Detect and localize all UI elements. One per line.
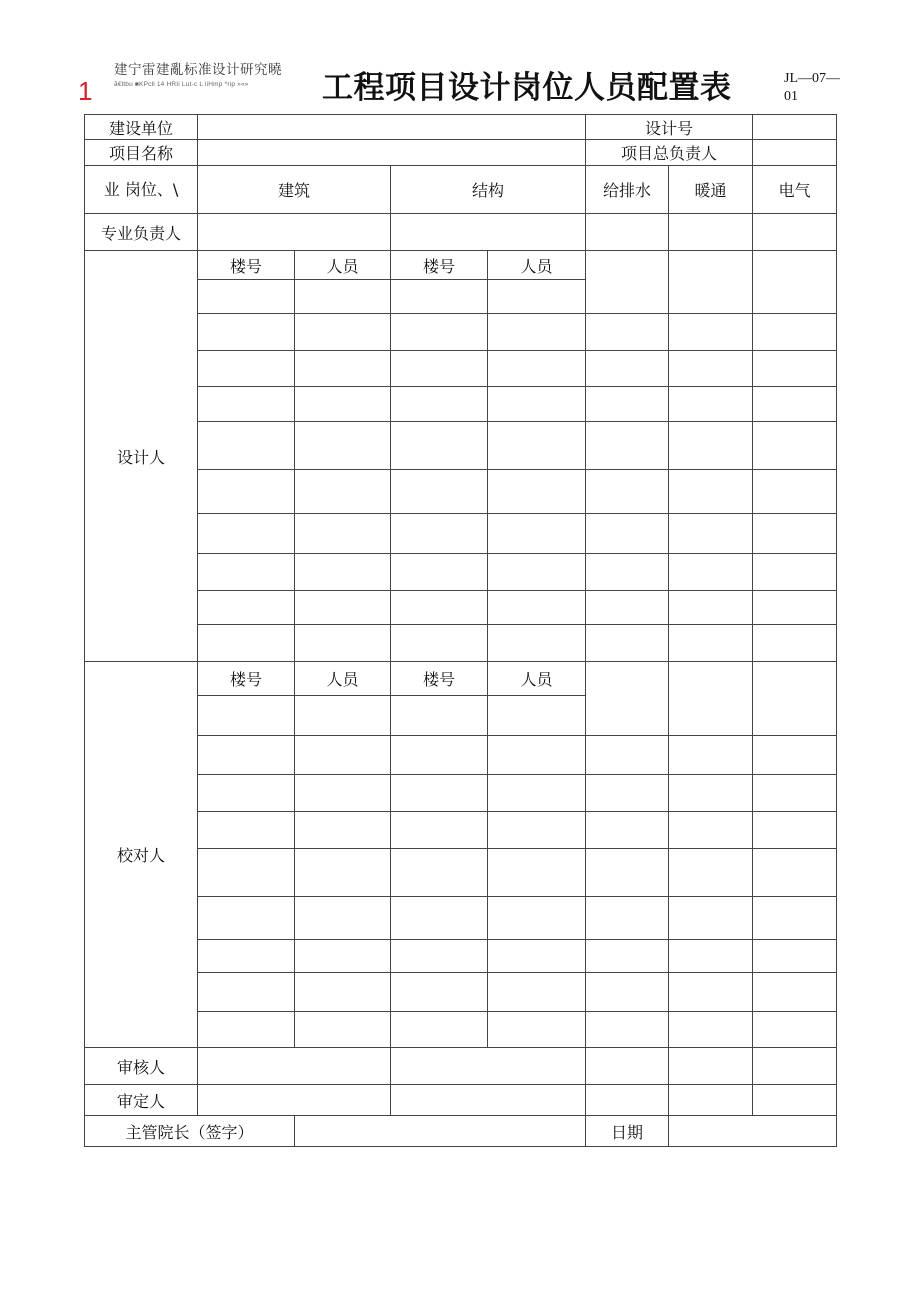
table-cell[interactable] xyxy=(198,897,295,940)
approver-architecture-value[interactable] xyxy=(198,1085,391,1116)
table-cell[interactable] xyxy=(586,591,669,625)
table-cell[interactable] xyxy=(586,470,669,514)
table-cell[interactable] xyxy=(488,280,586,314)
designer-building-no-header: 楼号 xyxy=(391,251,488,280)
position-header: 业 岗位、\ xyxy=(85,166,198,214)
build-unit-value[interactable] xyxy=(198,115,586,140)
reviewer-plumbing-value[interactable] xyxy=(586,1048,669,1085)
table-cell[interactable] xyxy=(753,387,837,422)
table-cell[interactable] xyxy=(669,897,753,940)
discipline-architecture: 建筑 xyxy=(198,166,391,214)
table-cell[interactable] xyxy=(295,351,391,387)
table-cell[interactable] xyxy=(669,387,753,422)
table-cell[interactable] xyxy=(391,625,488,662)
approver-hvac-value[interactable] xyxy=(669,1085,753,1116)
table-cell[interactable] xyxy=(669,973,753,1012)
table-cell[interactable] xyxy=(198,470,295,514)
table-cell[interactable] xyxy=(586,940,669,973)
table-cell[interactable] xyxy=(753,849,837,897)
table-cell[interactable] xyxy=(753,812,837,849)
design-no-label: 设计号 xyxy=(586,115,753,140)
table-cell[interactable] xyxy=(488,470,586,514)
checker-personnel-header: 人员 xyxy=(295,662,391,696)
table-cell[interactable] xyxy=(753,314,837,351)
table-cell[interactable] xyxy=(753,351,837,387)
project-name-label: 项目名称 xyxy=(85,140,198,166)
table-cell[interactable] xyxy=(391,387,488,422)
table-cell[interactable] xyxy=(753,591,837,625)
approver-electrical-value[interactable] xyxy=(753,1085,837,1116)
table-cell[interactable] xyxy=(669,775,753,812)
table-cell[interactable] xyxy=(295,812,391,849)
table-cell[interactable] xyxy=(391,514,488,554)
table-cell[interactable] xyxy=(391,775,488,812)
reviewer-hvac-value[interactable] xyxy=(669,1048,753,1085)
table-cell[interactable] xyxy=(586,514,669,554)
page-number: 1 xyxy=(78,76,93,106)
designer-electrical-cell[interactable] xyxy=(753,251,837,314)
table-cell[interactable] xyxy=(198,591,295,625)
designer-personnel-header: 人员 xyxy=(488,251,586,280)
table-cell[interactable] xyxy=(295,1012,391,1048)
table-cell[interactable] xyxy=(586,554,669,591)
table-cell[interactable] xyxy=(391,1012,488,1048)
table-cell[interactable] xyxy=(586,849,669,897)
table-cell[interactable] xyxy=(295,775,391,812)
table-cell[interactable] xyxy=(391,351,488,387)
reviewer-label: 审核人 xyxy=(85,1048,198,1085)
table-cell[interactable] xyxy=(198,775,295,812)
approver-label: 审定人 xyxy=(85,1085,198,1116)
designer-plumbing-cell[interactable] xyxy=(586,251,669,314)
table-cell[interactable] xyxy=(753,625,837,662)
table-cell[interactable] xyxy=(295,387,391,422)
table-cell[interactable] xyxy=(669,849,753,897)
table-cell[interactable] xyxy=(586,351,669,387)
table-cell[interactable] xyxy=(488,696,586,736)
project-lead-label: 项目总负责人 xyxy=(586,140,753,166)
table-cell[interactable] xyxy=(295,280,391,314)
designer-label: 设计人 xyxy=(85,251,198,662)
table-cell[interactable] xyxy=(488,625,586,662)
date-label: 日期 xyxy=(586,1116,669,1147)
table-cell[interactable] xyxy=(753,514,837,554)
org-name: 建宁雷建亂标准设计研究曉 xyxy=(114,62,282,78)
table-cell[interactable] xyxy=(669,351,753,387)
table-cell[interactable] xyxy=(198,812,295,849)
table-cell[interactable] xyxy=(391,422,488,470)
table-cell[interactable] xyxy=(488,591,586,625)
table-cell[interactable] xyxy=(488,422,586,470)
lead-plumbing-value[interactable] xyxy=(586,214,669,251)
project-lead-value[interactable] xyxy=(753,140,837,166)
table-cell[interactable] xyxy=(753,470,837,514)
table-cell[interactable] xyxy=(198,554,295,591)
lead-electrical-value[interactable] xyxy=(753,214,837,251)
table-cell[interactable] xyxy=(586,973,669,1012)
table-cell[interactable] xyxy=(198,696,295,736)
table-cell[interactable] xyxy=(586,422,669,470)
table-cell[interactable] xyxy=(198,849,295,897)
discipline-structure: 结构 xyxy=(391,166,586,214)
table-cell[interactable] xyxy=(669,314,753,351)
table-cell[interactable] xyxy=(586,1012,669,1048)
table-cell[interactable] xyxy=(586,736,669,775)
table-cell[interactable] xyxy=(488,940,586,973)
designer-personnel-header: 人员 xyxy=(295,251,391,280)
table-cell[interactable] xyxy=(753,775,837,812)
reviewer-structure-value[interactable] xyxy=(391,1048,586,1085)
table-cell[interactable] xyxy=(753,1012,837,1048)
table-cell[interactable] xyxy=(198,736,295,775)
checker-electrical-cell[interactable] xyxy=(753,662,837,736)
discipline-plumbing: 给排水 xyxy=(586,166,669,214)
dean-signature-label: 主管院长（签字） xyxy=(85,1116,295,1147)
build-unit-label: 建设单位 xyxy=(85,115,198,140)
checker-building-no-header: 楼号 xyxy=(391,662,488,696)
discipline-electrical: 电气 xyxy=(753,166,837,214)
table-cell[interactable] xyxy=(295,897,391,940)
table-cell[interactable] xyxy=(753,940,837,973)
discipline-lead-label: 专业负责人 xyxy=(85,214,198,251)
table-cell[interactable] xyxy=(391,696,488,736)
dean-signature-value[interactable] xyxy=(295,1116,586,1147)
table-cell[interactable] xyxy=(391,280,488,314)
table-cell[interactable] xyxy=(669,625,753,662)
table-cell[interactable] xyxy=(586,314,669,351)
table-cell[interactable] xyxy=(391,554,488,591)
table-cell[interactable] xyxy=(295,940,391,973)
lead-structure-value[interactable] xyxy=(391,214,586,251)
table-cell[interactable] xyxy=(753,422,837,470)
approver-structure-value[interactable] xyxy=(391,1085,586,1116)
table-cell[interactable] xyxy=(669,514,753,554)
table-cell[interactable] xyxy=(391,849,488,897)
table-cell[interactable] xyxy=(488,812,586,849)
table-cell[interactable] xyxy=(198,514,295,554)
table-cell[interactable] xyxy=(295,314,391,351)
table-cell[interactable] xyxy=(753,897,837,940)
table-cell[interactable] xyxy=(586,775,669,812)
table-cell[interactable] xyxy=(488,314,586,351)
org-subtitle: ã€ltbu ■KPcll 14 HRIi Lut-c L liHmp *rip »«» xyxy=(114,81,249,88)
table-cell[interactable] xyxy=(295,470,391,514)
table-cell[interactable] xyxy=(295,591,391,625)
table-cell[interactable] xyxy=(295,514,391,554)
reviewer-electrical-value[interactable] xyxy=(753,1048,837,1085)
table-cell[interactable] xyxy=(391,591,488,625)
staffing-table xyxy=(84,114,837,1147)
checker-hvac-cell[interactable] xyxy=(669,662,753,736)
table-cell[interactable] xyxy=(295,554,391,591)
form-code: JL—07—01 xyxy=(784,71,840,104)
checker-personnel-header: 人员 xyxy=(488,662,586,696)
checker-label: 校对人 xyxy=(85,662,198,1048)
table-cell[interactable] xyxy=(198,280,295,314)
table-cell[interactable] xyxy=(295,736,391,775)
table-cell[interactable] xyxy=(198,422,295,470)
table-cell[interactable] xyxy=(753,736,837,775)
table-cell[interactable] xyxy=(391,812,488,849)
lead-hvac-value[interactable] xyxy=(669,214,753,251)
project-name-value[interactable] xyxy=(198,140,586,166)
org-logo xyxy=(114,58,282,88)
designer-hvac-cell[interactable] xyxy=(669,251,753,314)
table-cell[interactable] xyxy=(391,314,488,351)
table-cell[interactable] xyxy=(586,625,669,662)
table-cell[interactable] xyxy=(586,897,669,940)
table-cell[interactable] xyxy=(488,775,586,812)
reviewer-architecture-value[interactable] xyxy=(198,1048,391,1085)
table-cell[interactable] xyxy=(295,696,391,736)
table-cell[interactable] xyxy=(488,897,586,940)
table-cell[interactable] xyxy=(488,849,586,897)
table-cell[interactable] xyxy=(586,812,669,849)
table-cell[interactable] xyxy=(198,973,295,1012)
table-cell[interactable] xyxy=(295,625,391,662)
table-cell[interactable] xyxy=(295,422,391,470)
table-cell[interactable] xyxy=(295,973,391,1012)
table-cell[interactable] xyxy=(488,736,586,775)
checker-building-no-header: 楼号 xyxy=(198,662,295,696)
table-cell[interactable] xyxy=(198,387,295,422)
table-cell[interactable] xyxy=(753,554,837,591)
lead-architecture-value[interactable] xyxy=(198,214,391,251)
table-cell[interactable] xyxy=(669,940,753,973)
table-cell[interactable] xyxy=(669,554,753,591)
table-cell[interactable] xyxy=(391,897,488,940)
table-cell[interactable] xyxy=(198,625,295,662)
discipline-hvac: 暖通 xyxy=(669,166,753,214)
table-cell[interactable] xyxy=(669,591,753,625)
table-cell[interactable] xyxy=(488,1012,586,1048)
table-cell[interactable] xyxy=(391,973,488,1012)
checker-plumbing-cell[interactable] xyxy=(586,662,669,736)
table-cell[interactable] xyxy=(391,470,488,514)
table-cell[interactable] xyxy=(669,422,753,470)
table-cell[interactable] xyxy=(295,849,391,897)
table-cell[interactable] xyxy=(198,314,295,351)
table-cell[interactable] xyxy=(586,387,669,422)
table-cell[interactable] xyxy=(488,387,586,422)
approver-plumbing-value[interactable] xyxy=(586,1085,669,1116)
table-cell[interactable] xyxy=(391,940,488,973)
table-cell[interactable] xyxy=(391,736,488,775)
table-cell[interactable] xyxy=(198,1012,295,1048)
date-value[interactable] xyxy=(669,1116,837,1147)
table-cell[interactable] xyxy=(198,351,295,387)
table-cell[interactable] xyxy=(753,973,837,1012)
table-cell[interactable] xyxy=(488,351,586,387)
table-cell[interactable] xyxy=(488,554,586,591)
design-no-value[interactable] xyxy=(753,115,837,140)
page-title: 工程项目设计岗位人员配置表 xyxy=(322,70,732,106)
table-cell[interactable] xyxy=(669,736,753,775)
table-cell[interactable] xyxy=(198,940,295,973)
table-cell[interactable] xyxy=(488,973,586,1012)
table-cell[interactable] xyxy=(669,812,753,849)
table-cell[interactable] xyxy=(669,1012,753,1048)
table-cell[interactable] xyxy=(669,470,753,514)
table-cell[interactable] xyxy=(488,514,586,554)
designer-building-no-header: 楼号 xyxy=(198,251,295,280)
